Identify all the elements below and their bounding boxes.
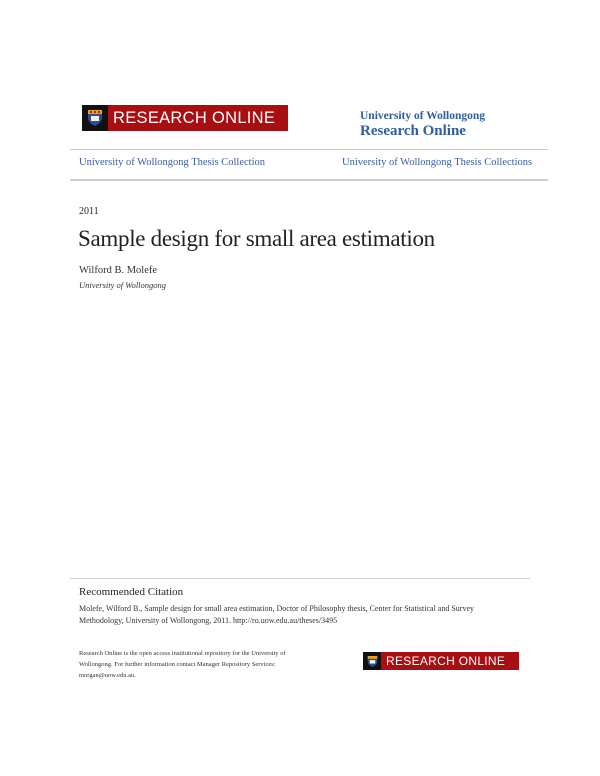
repository-note: Research Online is the open access institutional repository for the University of Wollongong. For further information contact Manager Repository Services: morgan@uow.edu.au. xyxy=(79,650,286,679)
research-online-name: Research Online xyxy=(360,123,466,139)
uow-crest-icon xyxy=(82,105,108,131)
logo-text: RESEARCH ONLINE xyxy=(386,654,506,668)
author-name: Wilford B. Molefe xyxy=(79,265,158,276)
divider-citation xyxy=(70,578,530,579)
uow-crest-icon xyxy=(363,652,381,670)
publication-year: 2011 xyxy=(79,206,99,217)
thesis-collections-link[interactable]: University of Wollongong Thesis Collections xyxy=(342,157,533,168)
document-title: Sample design for small area estimation xyxy=(78,226,435,251)
thesis-collection-link[interactable]: University of Wollongong Thesis Collection xyxy=(79,157,266,168)
divider-top xyxy=(70,149,548,150)
research-online-logo[interactable] xyxy=(82,105,288,131)
citation-heading: Recommended Citation xyxy=(79,586,184,598)
author-affiliation: University of Wollongong xyxy=(79,280,167,290)
uow-research-online-wordmark[interactable] xyxy=(360,110,485,140)
research-online-logo-footer[interactable] xyxy=(363,652,519,670)
divider-bottom xyxy=(70,179,548,181)
logo-text: RESEARCH ONLINE xyxy=(113,108,276,127)
uow-name: University of Wollongong xyxy=(360,110,486,122)
citation-text: Molefe, Wilford B., Sample design for small area estimation, Doctor of Philosophy thesis, Center for Statistical and Survey Methodology, University of Wollongong, 2011. http://ro.uow.edu.au/theses/3495 xyxy=(79,604,475,625)
